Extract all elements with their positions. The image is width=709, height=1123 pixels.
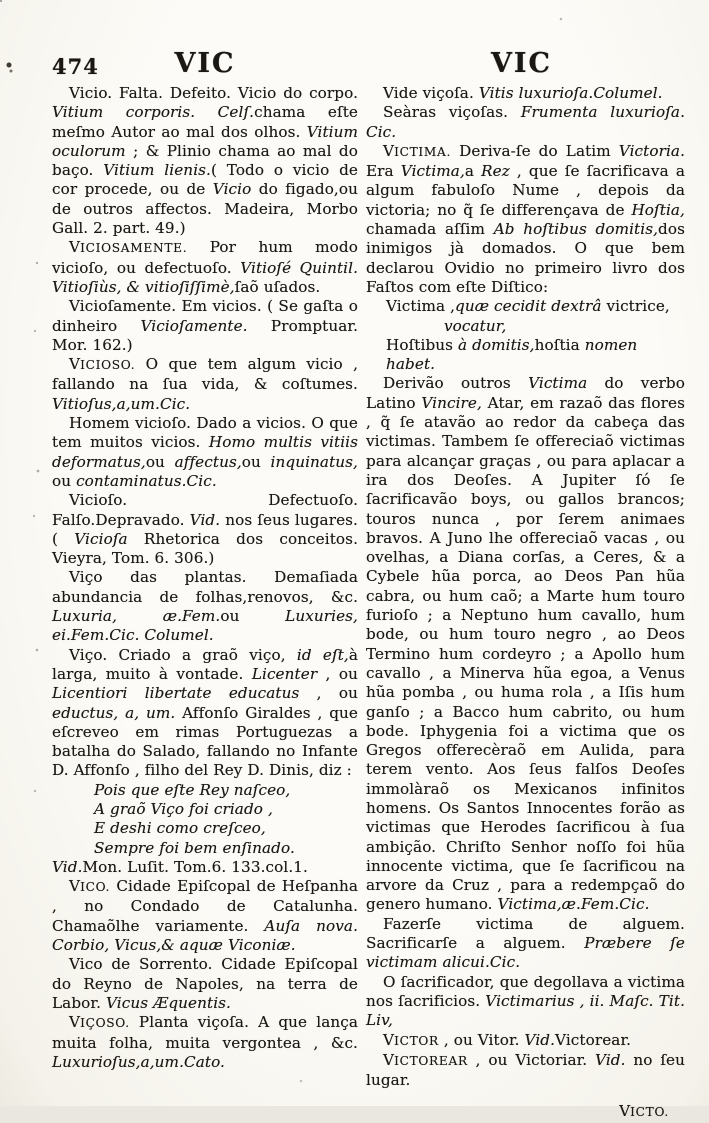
page-number: 474 — [52, 54, 99, 79]
dictionary-paragraph: O ſacrificador, que degollava a victima nos ſacrificios. Victimarius , ii. Maſc. Tit. Liv, — [366, 972, 685, 1030]
dictionary-paragraph: VICTOR , ou Vitor. Vid.Victorear. — [383, 1030, 632, 1049]
dictionary-paragraph: Viço das plantas. Demaſiada abundancia de folhas,renovos, &c. Luxuria, æ.Fem.ou Luxuries, ei.Fem.Cic. Columel. — [52, 568, 358, 645]
dictionary-paragraph: Viço. Criado a graõ viço, id eſt,à larga, muito à vontade. Licenter , ou Licentiori libertate educatus , ou eductus, a, um. Affonſo Giraldes , que eſcreveo em rimas Portuguezas a batalha do Salado, fallando no Infante D. Affonſo , filho del Rey D. Dinis, diz : — [52, 645, 358, 780]
dictionary-paragraph: VICTIMA. Deriva-ſe do Latim Victoria. Era Victima,a Rez , que ſe ſacrificava a algum fabuloſo Nume , depois da victoria; no q̃ ſe differençava de Hoſtia, chamada aſſim Ab hoſtibus domitis,dos inimigos jà domados. O que bem declarou Ovidio no primeiro livro dos Faſtos com eſte Diſtico: — [366, 141, 686, 296]
dictionary-paragraph: Derivão outros Victima do verbo Latino Vincire, Atar, em razaõ das flores , q̃ ſe atavão ao redor da cabeça das victimas. Tambem ſe offereciaõ victimas para alcançar graças , ou para aplacar a ira dos Deoſes. A Jupiter ſó ſe ſacrificavão boys, ou gallos brancos; touros nunca , por ſerem animaes bravos. A Juno lhe offereciaõ vacas , ou ovelhas, a Diana corſas, a Ceres, & a Cybele hũa porca, ao Deos Pan hũa cabra, ou hum caõ; a Marte hum touro furioſo ; a Neptuno hum cavallo, hum bode, ou hum touro negro , ao Deos Termino hum cordeyro ; a Apollo hum cavallo , a Minerva hũa egoa, a Venus hũa pomba , ou huma rola , a Iſis hum ganſo ; a Bacco hum cabrito, ou hum bode. Iphygenia foi a victima que os Gregos offerecèraõ em Aulida, para terem vento. Aos ſeus falſos Deoſes immolàraõ os Mexicanos infinitos homens. Os Santos Innocentes forão as victimas que Herodes ſacrificou à ſua ambição. Chriſto Senhor noſſo foi hũa innocente victima, que ſe ſacrificou na arvore da Cruz , para a redempçaõ do genero humano. Victima,æ.Fem.Cic. — [366, 374, 685, 914]
dictionary-paragraph: Vide viçoſa. Vitis luxurioſa.Columel. — [383, 84, 663, 102]
left-column — [52, 84, 358, 1123]
verse-line: Victima ,quæ cecidit dextrâ victrice, — [386, 297, 670, 316]
dictionary-paragraph: Vicio. Falta. Defeito. Vicio do corpo. Vitium corporis. Celſ.chama eſte meſmo Autor ao mal dos olhos. Vitium oculorum ; & Plinio chama ao mal do baço. Vitium lienis.( Todo o vicio de cor procede, ou de Vicio do figado,ou de outros affectos. Madeira, Morbo Gall. 2. part. 49.) — [52, 84, 358, 238]
running-title-right: VIC — [490, 48, 553, 79]
right-column — [366, 84, 685, 1123]
dictionary-paragraph: Vicioſamente. Em vicios. ( Se gaſta o dinheiro Vicioſamente. Promptuar. Mor. 162.) — [52, 297, 359, 354]
verse-line: Hoſtibus à domitis,hoſtia nomen habet. — [386, 335, 638, 374]
page-header — [0, 48, 709, 80]
verse-line: E deshi como creſceo, — [94, 819, 266, 838]
dictionary-paragraph: Vid.Mon. Luſit. Tom.6. 133.col.1. — [52, 857, 308, 876]
dictionary-paragraph: VIÇOSO. Planta viçoſa. A que lança muita folha, muita vergontea , &c. Luxurioſus,a,um.Cato. — [52, 1013, 358, 1071]
dictionary-paragraph: VICO. Cidade Epiſcopal de Heſpanha , no Condado de Catalunha. Chamaõlhe variamente. Auſa nova. Corbio, Vicus,& aquæ Viconiæ. — [52, 877, 359, 955]
dictionary-paragraph: Seàras viçoſas. Frumenta luxurioſa. Cic. — [366, 103, 685, 141]
text-body — [0, 84, 709, 1123]
dictionary-paragraph: Vico de Sorrento. Cidade Epiſcopal do Reyno de Napoles, na terra de Labor. Vicus Æquentis. — [52, 955, 358, 1012]
dictionary-paragraph: Vicioſo. Defectuoſo. Falſo.Depravado. Vid. nos ſeus lugares. ( Vicioſa Rhetorica dos conceitos. Vieyra, Tom. 6. 306.) — [52, 491, 358, 568]
dictionary-paragraph: Fazerſe victima de alguem. Sacrificarſe a alguem. Præbere ſe victimam alicui.Cic. — [366, 914, 685, 972]
catchword: VICTO. — [619, 1102, 669, 1121]
header-right-cell — [358, 48, 709, 80]
verse-line: vocatur, — [444, 316, 507, 335]
header-left-cell — [0, 48, 358, 80]
dictionary-paragraph: VICTOREAR , ou Victoriar. Vid. no ſeu lugar. — [366, 1050, 686, 1090]
verse-line: Pois que eſte Rey naſceo, — [94, 780, 291, 799]
dictionary-paragraph: Homem vicioſo. Dado a vicios. O que tem muitos vicios. Homo multis vitiis deformatus,ou affectus,ou inquinatus, ou contaminatus.Cic. — [52, 414, 359, 490]
verse-line: A graõ Viço foi criado , — [94, 799, 273, 818]
verse-line: Sempre foi bem enſinado. — [94, 838, 295, 857]
dictionary-paragraph: VICIOSAMENTE. Por hum modo vicioſo, ou defectuoſo. Vitioſé Quintil. Vitioſiùs, & vitioſiſſimè,ſaõ uſados. — [52, 238, 358, 296]
running-title-left: VIC — [174, 48, 236, 79]
scan-noise — [0, 0, 2, 2]
dictionary-paragraph: VICIOSO. O que tem algum vicio , fallando na ſua vida, & coſtumes. Vitioſus,a,um.Cic. — [52, 355, 358, 413]
